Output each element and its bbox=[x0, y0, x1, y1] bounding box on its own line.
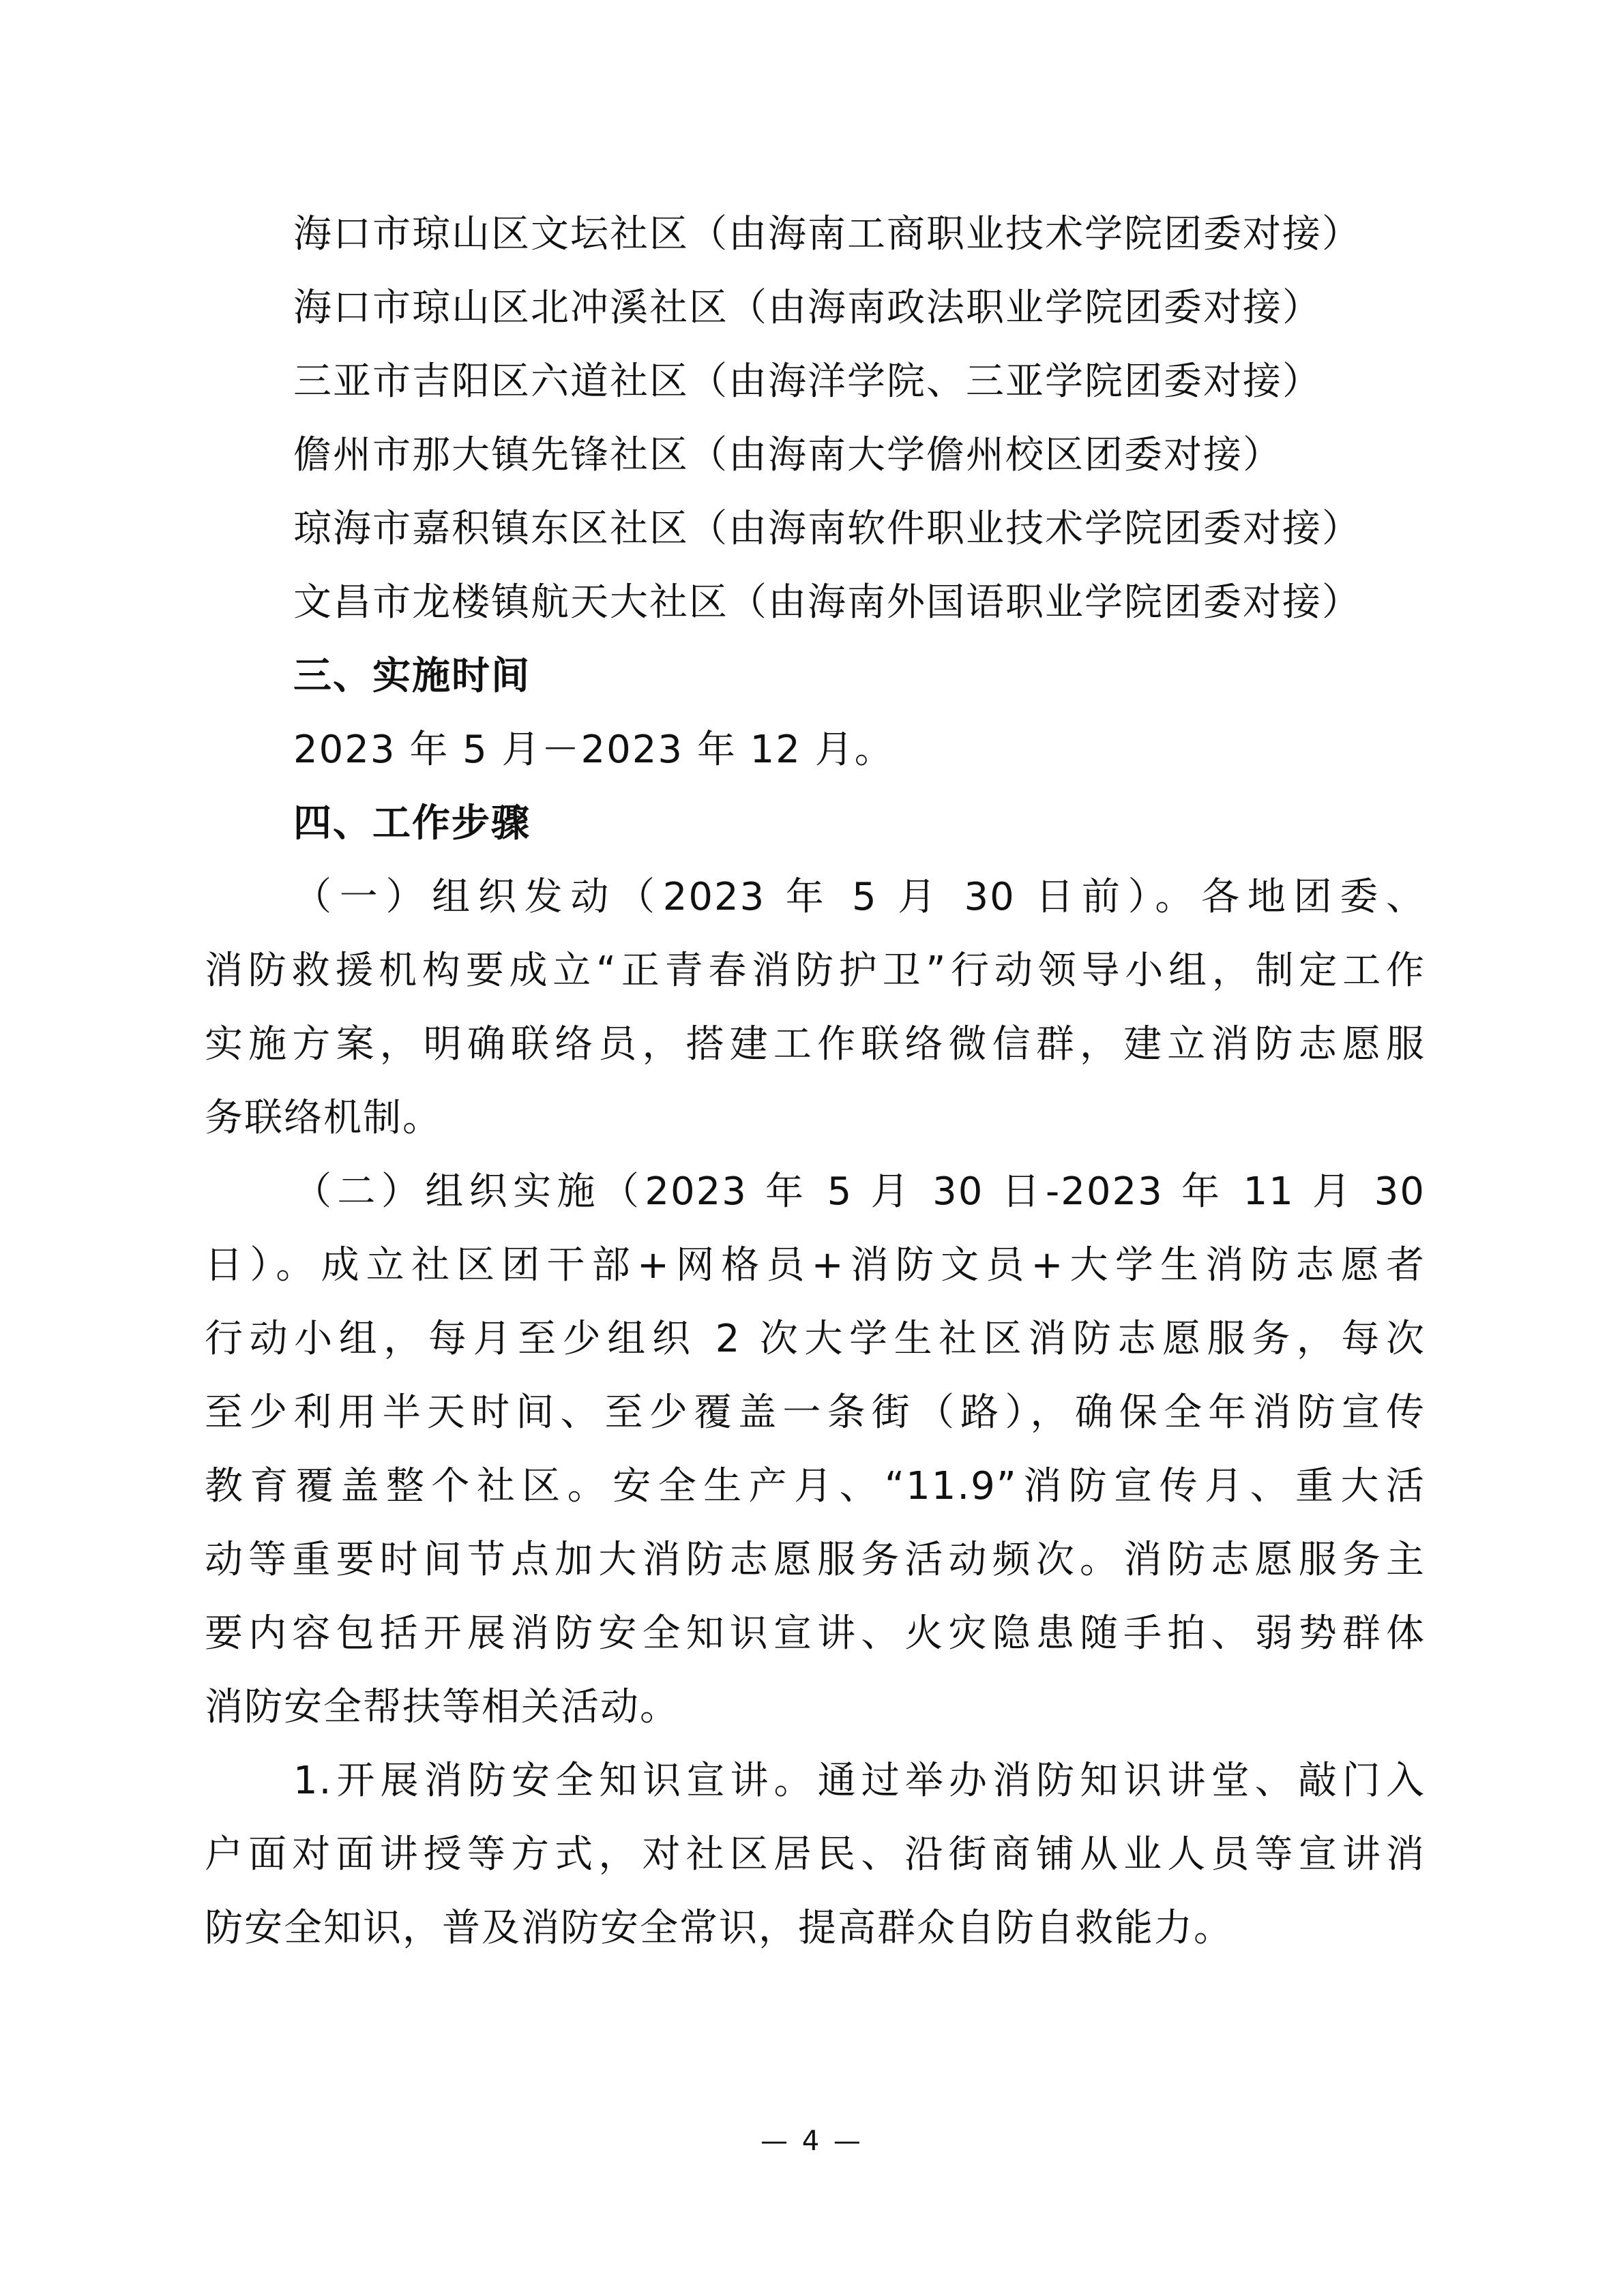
paragraph-step-two-line: 行动小组，每月至少组织 2 次大学生社区消防志愿服务，每次 bbox=[205, 1317, 1426, 1361]
community-line-liudao: 三亚市吉阳区六道社区（由海洋学院、三亚学院团委对接） bbox=[293, 359, 1322, 404]
community-line-wentan: 海口市琼山区文坛社区（由海南工商职业技术学院团委对接） bbox=[293, 212, 1361, 256]
paragraph-step-one-line: 消防救援机构要成立“正青春消防护卫”行动领导小组，制定工作 bbox=[205, 949, 1426, 993]
document-body bbox=[205, 198, 1426, 1965]
paragraph-step-one-line: 务联络机制。 bbox=[205, 1096, 442, 1140]
paragraph-item-one-line: 1.开展消防安全知识宣讲。通过举办消防知识讲堂、敲门入 bbox=[293, 1759, 1426, 1803]
paragraph-step-two-line: 消防安全帮扶等相关活动。 bbox=[205, 1685, 679, 1729]
paragraph-item-one-line: 户面对面讲授等方式，对社区居民、沿街商铺从业人员等宣讲消 bbox=[205, 1832, 1426, 1877]
page-number: — 4 — bbox=[761, 2126, 863, 2157]
section-heading-implementation-time: 三、实施时间 bbox=[293, 654, 531, 698]
paragraph-step-two-line: 日）。成立社区团干部+网格员+消防文员+大学生消防志愿者 bbox=[205, 1243, 1426, 1287]
implementation-period: 2023 年 5 月－2023 年 12 月。 bbox=[293, 728, 894, 772]
community-line-beichongxi: 海口市琼山区北冲溪社区（由海南政法职业学院团委对接） bbox=[293, 286, 1322, 330]
paragraph-step-two-line: 动等重要时间节点加大消防志愿服务活动频次。消防志愿服务主 bbox=[205, 1538, 1426, 1582]
community-line-hangtian: 文昌市龙楼镇航天大社区（由海南外国语职业学院团委对接） bbox=[293, 580, 1361, 625]
paragraph-step-one-line: （一）组织发动（2023 年 5 月 30 日前）。各地团委、 bbox=[293, 875, 1426, 919]
community-line-xianfeng: 儋州市那大镇先锋社区（由海南大学儋州校区团委对接） bbox=[293, 433, 1282, 477]
paragraph-step-two-line: 至少利用半天时间、至少覆盖一条街（路），确保全年消防宣传 bbox=[205, 1390, 1426, 1435]
paragraph-step-one-line: 实施方案，明确联络员，搭建工作联络微信群，建立消防志愿服 bbox=[205, 1022, 1426, 1067]
community-line-dongqu: 琼海市嘉积镇东区社区（由海南软件职业技术学院团委对接） bbox=[293, 507, 1361, 551]
section-heading-work-steps: 四、工作步骤 bbox=[293, 801, 531, 846]
paragraph-step-two-line: （二）组织实施（2023 年 5 月 30 日-2023 年 11 月 30 bbox=[293, 1169, 1426, 1214]
paragraph-step-two-line: 教育覆盖整个社区。安全生产月、“11.9”消防宣传月、重大活 bbox=[205, 1464, 1426, 1508]
paragraph-item-one-line: 防安全知识，普及消防安全常识，提高群众自防自救能力。 bbox=[205, 1906, 1233, 1950]
paragraph-step-two-line: 要内容包括开展消防安全知识宣讲、火灾隐患随手拍、弱势群体 bbox=[205, 1611, 1426, 1656]
